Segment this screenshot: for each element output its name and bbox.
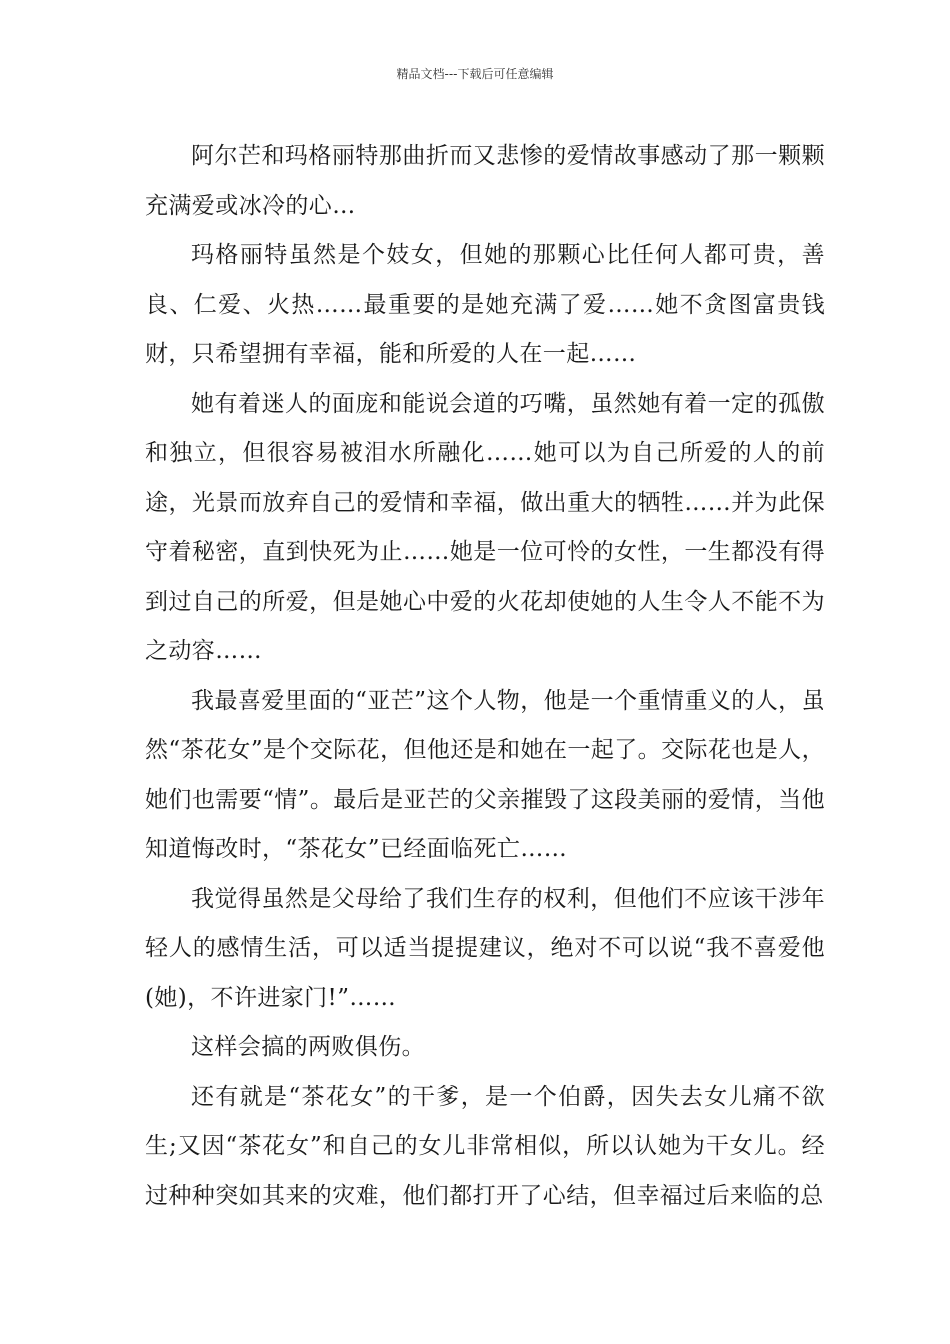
paragraph: 阿尔芒和玛格丽特那曲折而又悲惨的爱情故事感动了那一颗颗充满爱或冰冷的心… — [145, 143, 825, 219]
paragraph: 这样会搞的两败俱伤。 — [191, 1034, 425, 1060]
document-body — [145, 132, 825, 1221]
page-header: 精品文档---下载后可任意编辑 — [396, 67, 554, 81]
paragraph: 我觉得虽然是父母给了我们生存的权利，但他们不应该干涉年轻人的感情生活，可以适当提提建议，绝对不可以说“我不喜爱他(她)，不许进家门!”…… — [145, 885, 825, 1011]
paragraph: 我最喜爱里面的“亚芒”这个人物，他是一个重情重义的人，虽然“茶花女”是个交际花，但他还是和她在一起了。交际花也是人，她们也需要“情”。最后是亚芒的父亲摧毁了这段美丽的爱情，当他知道悔改时，“茶花女”已经面临死亡…… — [145, 687, 825, 862]
paragraph: 她有着迷人的面庞和能说会道的巧嘴，虽然她有着一定的孤傲和独立，但很容易被泪水所融化……她可以为自己所爱的人的前途，光景而放弃自己的爱情和幸福，做出重大的牺牲……并为此保守着秘密，直到快死为止……她是一位可怜的女性，一生都没有得到过自己的所爱，但是她心中爱的火花却使她的人生令人不能不为之动容…… — [145, 390, 825, 664]
paragraph: 还有就是“茶花女”的干爹，是一个伯爵，因失去女儿痛不欲生;又因“茶花女”和自己的女儿非常相似，所以认她为干女儿。经过种种突如其来的灾难，他们都打开了心结，但幸福过后来临的总 — [145, 1083, 825, 1209]
paragraph: 玛格丽特虽然是个妓女，但她的那颗心比任何人都可贵，善良、仁爱、火热……最重要的是她充满了爱……她不贪图富贵钱财，只希望拥有幸福，能和所爱的人在一起…… — [145, 242, 825, 367]
